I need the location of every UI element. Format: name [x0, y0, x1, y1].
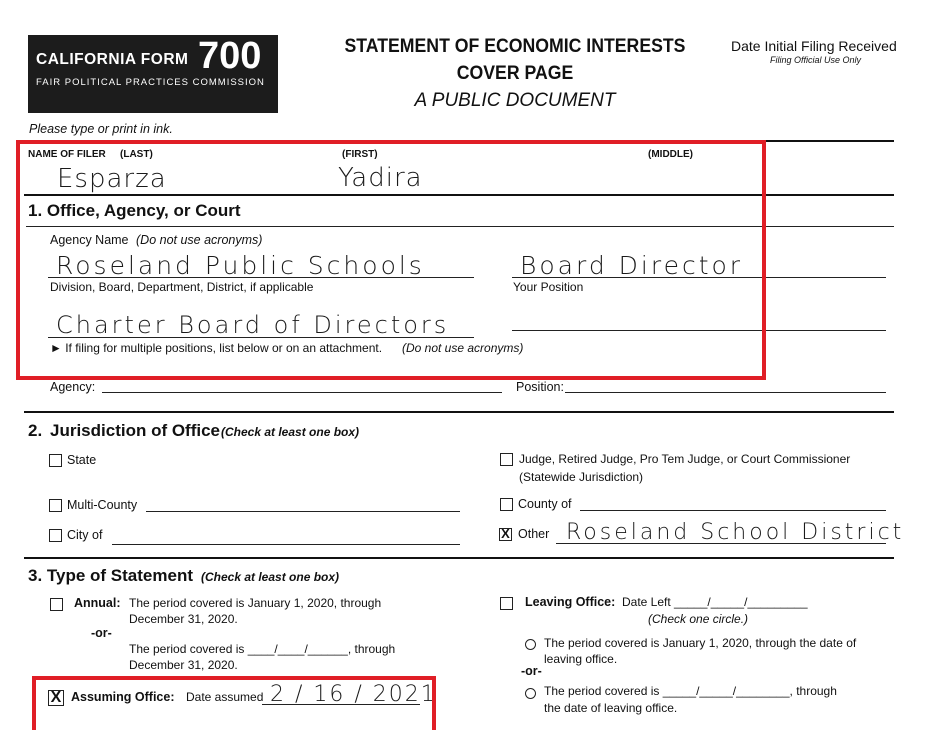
leave-option-1-text-b: leaving office. — [544, 652, 618, 666]
form-badge-line1: CALIFORNIA FORM — [36, 51, 189, 68]
leaving-office-label: Leaving Office: — [525, 595, 616, 609]
filer-label: NAME OF FILER — [28, 149, 106, 160]
or-label-2: -or- — [521, 664, 542, 678]
multi-county-field[interactable] — [146, 511, 460, 512]
leave-option-2-text-b: the date of leaving office. — [544, 701, 678, 715]
check-one-note: (Check one circle.) — [648, 612, 749, 626]
position2-label: Position: — [516, 380, 564, 394]
section2-note: (Check at least one box) — [221, 425, 360, 439]
agency-name-value[interactable]: Roseland Public Schools — [56, 251, 425, 280]
multi-county-checkbox[interactable] — [49, 499, 62, 512]
annual-label: Annual: — [74, 596, 121, 610]
filer-last-name[interactable]: Esparza — [57, 164, 167, 194]
section2-title: Jurisdiction of Office — [50, 421, 221, 440]
annual-text-1: The period covered is January 1, 2020, through — [129, 596, 382, 610]
division-value[interactable]: Charter Board of Directors — [56, 311, 450, 339]
leaving-office-checkbox[interactable] — [500, 597, 513, 610]
other-value[interactable]: Roseland School District — [566, 520, 905, 545]
position-value[interactable]: Board Director — [520, 251, 744, 280]
multiple-positions-label: ► If filing for multiple positions, list below or on an attachment. — [50, 341, 383, 355]
county-of-label: County of — [518, 497, 572, 511]
filer-first-label: (FIRST) — [342, 149, 378, 160]
form-badge-line2: FAIR POLITICAL PRACTICES COMMISSION — [36, 77, 265, 88]
leave-option-1-radio[interactable] — [525, 639, 536, 650]
agency2-label: Agency: — [50, 380, 96, 394]
city-of-label: City of — [67, 528, 103, 542]
assuming-office-checkbox[interactable]: X — [48, 690, 64, 706]
city-of-checkbox[interactable] — [49, 529, 62, 542]
filer-last-label: (LAST) — [120, 149, 153, 160]
filer-middle-label: (MIDDLE) — [648, 149, 693, 160]
judge-label-1: Judge, Retired Judge, Pro Tem Judge, or Court Commissioner — [519, 452, 851, 466]
agency-name-note: (Do not use acronyms) — [136, 233, 263, 247]
state-label: State — [67, 453, 97, 467]
your-position-label: Your Position — [513, 280, 584, 294]
annual-text-2: December 31, 2020. — [129, 612, 238, 626]
other-field[interactable] — [556, 543, 886, 544]
filer-first-name[interactable]: Yadira — [338, 163, 423, 193]
judge-label-2: (Statewide Jurisdiction) — [519, 470, 644, 484]
instruction-text: Please type or print in ink. — [29, 122, 173, 136]
or-label-1: -or- — [91, 626, 112, 640]
leave-option-1-text-a: The period covered is January 1, 2020, through the date of — [544, 636, 857, 650]
position2-field[interactable] — [565, 392, 886, 393]
section3-note: (Check at least one box) — [201, 570, 340, 584]
public-document-label: A PUBLIC DOCUMENT — [414, 90, 616, 111]
city-of-field[interactable] — [112, 544, 460, 545]
annual-checkbox[interactable] — [50, 598, 63, 611]
state-checkbox[interactable] — [49, 454, 62, 467]
section3-title: 3. Type of Statement — [28, 566, 193, 585]
judge-checkbox[interactable] — [500, 453, 513, 466]
official-use-label: Filing Official Use Only — [770, 55, 862, 65]
leave-option-2-radio[interactable] — [525, 688, 536, 699]
date-assumed-value[interactable]: 2 / 16 / 2021 — [270, 682, 437, 707]
date-received-label: Date Initial Filing Received — [731, 38, 897, 54]
leave-option-2-text-a: The period covered is _____/_____/________, through — [544, 684, 837, 698]
red-highlight-box-assuming — [32, 676, 436, 730]
annual-text-4: December 31, 2020. — [129, 658, 238, 672]
red-highlight-box-filer — [16, 140, 766, 380]
annual-text-3: The period covered is ____/____/______, through — [129, 642, 396, 656]
county-of-checkbox[interactable] — [500, 498, 513, 511]
page-title: STATEMENT OF ECONOMIC INTERESTS — [344, 36, 686, 57]
other-checkbox[interactable]: X — [499, 528, 512, 541]
division-label: Division, Board, Department, District, if applicable — [50, 280, 314, 294]
assuming-office-label: Assuming Office: — [71, 690, 175, 704]
date-assumed-label: Date assumed — [186, 690, 264, 704]
form-badge-number: 700 — [198, 35, 262, 77]
page-subtitle: COVER PAGE — [456, 63, 574, 84]
leaving-office-text: Date Left _____/_____/_________ — [622, 595, 808, 609]
section2-number: 2. — [28, 421, 43, 440]
section1-title: 1. Office, Agency, or Court — [28, 201, 241, 220]
multi-county-label: Multi-County — [67, 498, 138, 512]
agency-name-label: Agency Name — [50, 233, 129, 247]
form-700-badge — [28, 35, 278, 113]
county-of-field[interactable] — [580, 510, 886, 511]
multiple-positions-note: (Do not use acronyms) — [402, 341, 524, 355]
agency2-field[interactable] — [102, 392, 502, 393]
other-label: Other — [518, 527, 550, 541]
